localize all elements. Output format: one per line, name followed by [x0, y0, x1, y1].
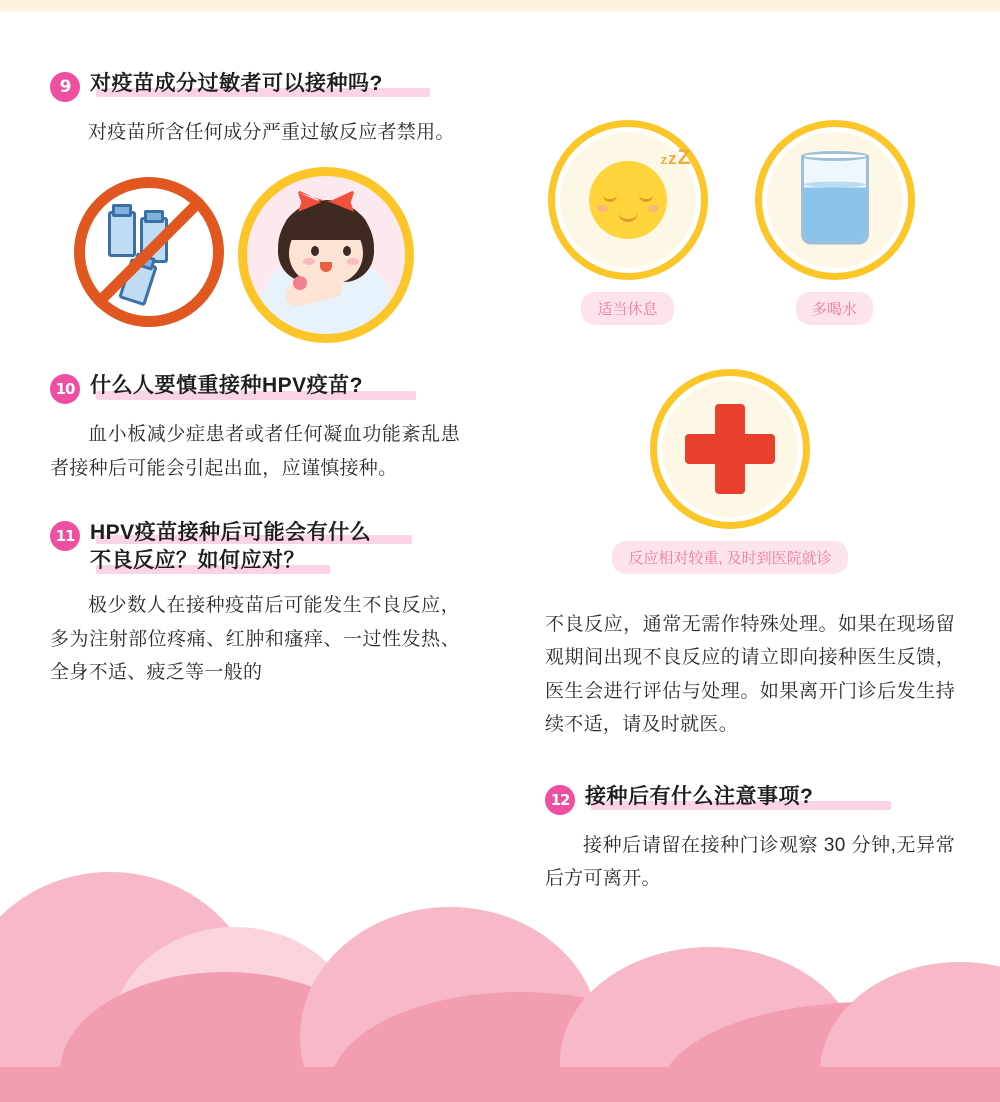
- right-column: [545, 120, 955, 896]
- cloud-shape-1: [0, 912, 240, 1102]
- sun-cheek-left: [597, 205, 608, 212]
- left-column: [50, 70, 460, 689]
- glass-rim: [801, 151, 869, 161]
- question-11-title-wrap: [90, 519, 375, 576]
- question-11-title-line2: 不良反应？如何应对？: [90, 549, 305, 573]
- question-11-heading: [50, 519, 460, 576]
- zzz-large: Z: [677, 146, 692, 169]
- sun-eye-right: [639, 191, 653, 202]
- sun-mouth: [618, 207, 638, 222]
- sun-cheek-right: [648, 205, 659, 212]
- question-9-number: 9: [50, 72, 80, 102]
- cloud-shape-2: [0, 872, 260, 1102]
- top-decorative-strip: [0, 0, 1000, 12]
- cloud-shape-9: [820, 962, 1000, 1102]
- question-10-paragraph: 血小板减少症患者或者任何凝血功能紊乱患者接种后可能会引起出血，应谨慎接种。: [50, 424, 460, 479]
- zzz-small: z: [660, 152, 669, 167]
- question-12-title: 接种后有什么注意事项?: [585, 785, 814, 808]
- glass-water-fill: [804, 188, 866, 242]
- hospital-caption: 反应相对较重, 及时到医院就诊: [612, 541, 847, 574]
- rest-caption: 适当休息: [581, 292, 673, 325]
- cloud-shape-3: [110, 927, 360, 1102]
- question-11-title-line1: HPV疫苗接种后可能会有什么: [90, 520, 372, 544]
- girl-sore-arm-illustration: [238, 167, 414, 343]
- cloud-shape-7: [560, 947, 860, 1102]
- question-12-heading: [545, 783, 955, 815]
- allergy-illustration: [50, 167, 460, 342]
- cloud-shape-6: [330, 992, 710, 1102]
- question-10-title: 什么人要慎重接种HPV疫苗?: [90, 374, 364, 398]
- hospital-icon-circle: [650, 369, 810, 529]
- question-10-title-wrap: [90, 372, 367, 400]
- aftercare-icon-row: [545, 120, 955, 325]
- no-vaccine-icon: [74, 177, 224, 327]
- cloud-base-band: [0, 1067, 1000, 1102]
- question-10-number: 10: [50, 374, 80, 404]
- question-9-heading: [50, 70, 460, 102]
- question-12-title-wrap: [585, 783, 817, 811]
- aftercare-water-block: [752, 120, 917, 325]
- cross-bar-vertical: [715, 404, 745, 494]
- water-icon-circle: [755, 120, 915, 280]
- question-9-paragraph: 对疫苗所含任何成分严重过敏反应者禁用。: [88, 122, 455, 143]
- adverse-reaction-paragraph: 不良反应，通常无需作特殊处理。如果在现场留观期间出现不良反应的请立即向接种医生反馈，医生会进行评估与处理。如果离开门诊后发生持续不适，请及时就医。: [545, 614, 955, 735]
- top-decorative-strip-inner: [0, 0, 1000, 8]
- question-10-heading: [50, 372, 460, 404]
- cloud-shape-5: [300, 907, 600, 1102]
- zzz-medium: z: [668, 149, 678, 168]
- glass-water-surface: [804, 182, 866, 188]
- cloud-shape-4: [60, 972, 390, 1102]
- sleeping-sun-icon: [589, 161, 667, 239]
- question-9-title-wrap: [90, 70, 387, 98]
- question-11-number: 11: [50, 521, 80, 551]
- sun-eye-left: [603, 191, 617, 202]
- question-11-paragraph: 极少数人在接种疫苗后可能发生不良反应，多为注射部位疼痛、红肿和瘙痒、一过性发热、全身不适、疲乏等一般的: [50, 595, 460, 683]
- question-12-number: 12: [545, 785, 575, 815]
- rest-icon-circle: [548, 120, 708, 280]
- question-9-title: 对疫苗成分过敏者可以接种吗?: [90, 72, 383, 95]
- water-caption: 多喝水: [796, 292, 873, 325]
- zzz-icon: [661, 146, 692, 170]
- aftercare-hospital-block: [545, 369, 915, 574]
- girl-bangs: [283, 210, 369, 240]
- water-glass-icon: [801, 156, 869, 245]
- cloud-shape-8: [660, 1002, 1000, 1102]
- aftercare-rest-block: [545, 120, 710, 325]
- question-12-paragraph: 接种后请留在接种门诊观察 30 分钟,无异常后方可离开。: [545, 835, 955, 890]
- red-cross-icon: [685, 404, 775, 494]
